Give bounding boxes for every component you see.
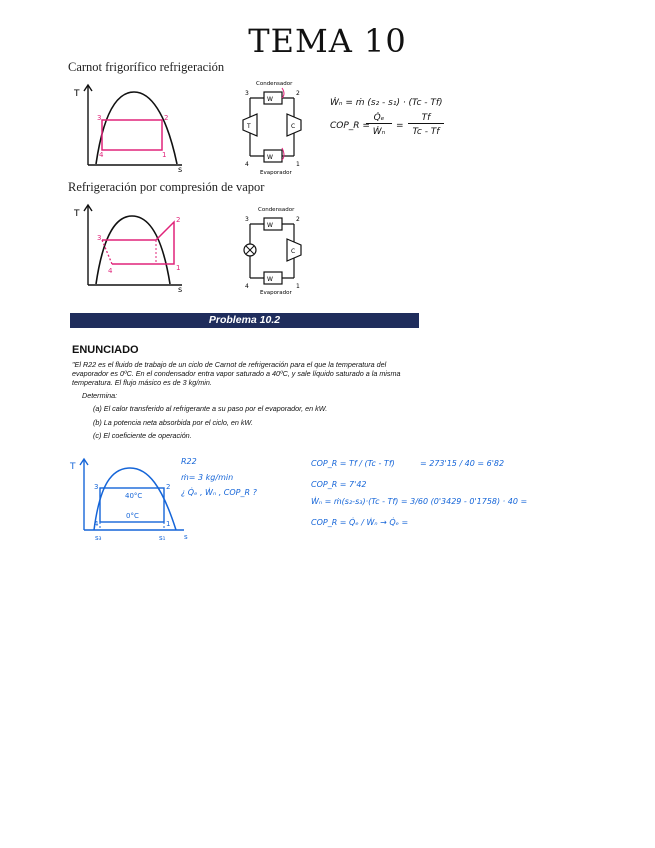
state-1: 1 [162, 151, 167, 159]
svg-text:W: W [267, 154, 273, 161]
svg-text:s: s [184, 533, 188, 541]
svg-text:4: 4 [94, 520, 99, 528]
problem-statement: "El R22 es el fluido de trabajo de un ciclo de Carnot de refrigeración para el que la temperatura del evaporador es 0ºC. En el condensador entra vapor saturado a 40ºC, y sale líquido saturado a la misma temperatura. El flujo másico es de 3 kg/min. [72, 360, 401, 387]
condenser-label: Condensador [256, 81, 293, 87]
svg-text:3: 3 [245, 216, 249, 223]
work-calculation: Ẇₙ = ṁ(s₂-s₃)·(Tc - Tf) = 3/60 (0'3429 - 0'1758) · 40 = [311, 497, 528, 506]
work-equation: Ẇₙ = ṁ (s₂ - s₁) · (Tc - Tf) [330, 98, 443, 108]
state-3: 3 [97, 114, 102, 122]
svg-text:2: 2 [166, 483, 171, 491]
unknowns-note: ¿ Q̇ₑ , Ẇₙ , COP_R ? [181, 488, 257, 497]
s3-label: s₃ [95, 534, 102, 542]
cop-frac1-den: Ẇₙ [372, 127, 386, 137]
statement-heading: ENUNCIADO [72, 344, 139, 356]
svg-text:2: 2 [176, 216, 181, 224]
svg-text:s: s [178, 285, 183, 292]
state-2: 2 [164, 114, 169, 122]
vapor-ts-diagram [70, 200, 200, 292]
section-vapor-heading: Refrigeración por compresión de vapor [68, 180, 265, 194]
svg-text:W: W [267, 276, 273, 283]
t-cold-label: 0°C [126, 512, 139, 520]
cop-heat-line: COP_R = Q̇ₑ / Ẇₙ → Q̇ₑ = [311, 518, 409, 527]
mass-flow-note: ṁ= 3 kg/min [181, 473, 234, 482]
cop-frac1-num: Q̇ₑ [366, 113, 392, 124]
determine-label: Determina: [82, 391, 118, 400]
fluid-note: R22 [181, 457, 197, 466]
svg-text:Evaporador: Evaporador [260, 290, 292, 296]
evaporator-label: Evaporador [260, 170, 292, 176]
cop-label: COP_R = [330, 121, 370, 131]
vapor-schematic [232, 204, 312, 298]
svg-text:3: 3 [245, 90, 249, 97]
question-a: (a) El calor transferido al refrigerante a su paso por el evaporador, en kW. [93, 404, 328, 413]
page-title: TEMA 10 [248, 22, 407, 60]
question-c: (c) El coeficiente de operación. [93, 431, 192, 440]
svg-text:T: T [70, 462, 76, 472]
svg-text:2: 2 [296, 216, 300, 223]
svg-text:W: W [267, 96, 273, 103]
svg-text:1: 1 [166, 520, 171, 528]
solution-ts-sketch [66, 456, 196, 542]
svg-text:4: 4 [108, 267, 113, 275]
question-b: (b) La potencia neta absorbida por el ciclo, en kW. [93, 418, 253, 427]
cop-substitution: = 273'15 / 40 = 6'82 [420, 459, 505, 468]
cop-equals: = [396, 121, 404, 131]
svg-text:1: 1 [176, 264, 181, 272]
carnot-cycle-rect [102, 120, 162, 150]
state-4: 4 [99, 151, 104, 159]
svg-text:2: 2 [296, 90, 300, 97]
cop-frac2-den: Tc - Tf [412, 127, 440, 137]
compressor-label: C [291, 123, 296, 130]
svg-text:3: 3 [97, 234, 102, 242]
svg-text:T: T [74, 209, 80, 219]
svg-text:1: 1 [296, 283, 300, 290]
axis-T-label: T [74, 89, 80, 99]
cop-formula: COP_R = Tf / (Tc - Tf) [311, 459, 395, 468]
svg-text:3: 3 [94, 483, 99, 491]
axis-s-label: s [178, 165, 183, 172]
svg-text:W: W [267, 222, 273, 229]
section-carnot-heading: Carnot frigorífico refrigeración [68, 60, 225, 74]
svg-text:1: 1 [296, 161, 300, 168]
t-hot-label: 40°C [125, 492, 143, 500]
turbine-label: T [247, 123, 251, 130]
carnot-ts-diagram [70, 80, 200, 172]
svg-text:4: 4 [245, 283, 249, 290]
cop-frac2-num: Tf [408, 113, 444, 124]
cop-result: COP_R = 7'42 [311, 480, 367, 489]
svg-text:C: C [291, 248, 296, 255]
svg-text:Condensador: Condensador [258, 207, 295, 213]
svg-text:4: 4 [245, 161, 249, 168]
s1-label: s₁ [159, 534, 166, 542]
carnot-schematic [232, 78, 312, 176]
problem-banner: Problema 10.2 [70, 313, 419, 328]
